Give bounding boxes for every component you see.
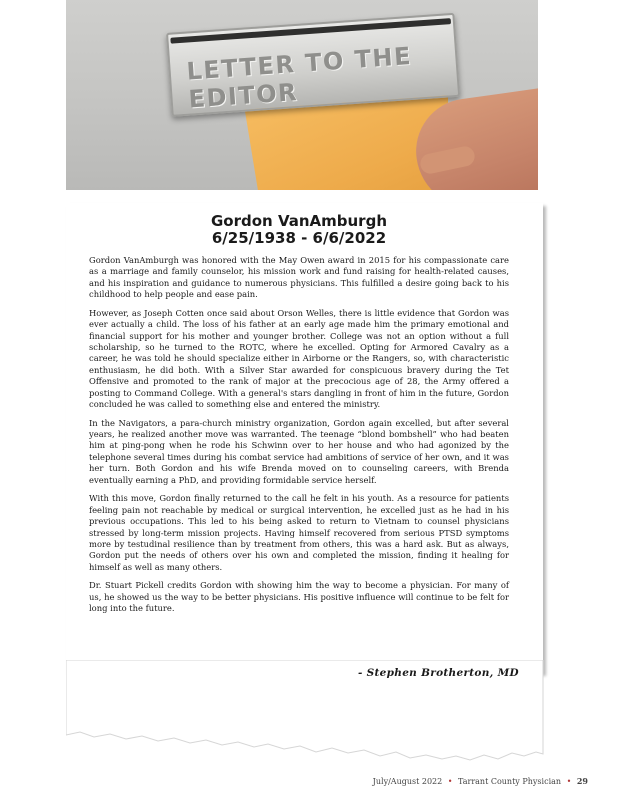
article-title: Gordon VanAmburgh xyxy=(210,212,387,230)
mail-slot-opening xyxy=(170,18,451,44)
footer-issue: July/August 2022 xyxy=(372,777,443,786)
article-paragraph: However, as Joseph Cotten once said about Orson Welles, there is little evidence that Gordon was ever actually a child. The loss of his father at an early age made him the primary emotional and financial support for his mother and younger brother. College was not an option without a full scholarship, so he turned to the ROTC, where he excelled. Opting for Armored Cavalry as a career, he was told he should specialize either in Airborne or the Rangers, so, with characteristic enthusiasm, he did both. With a Silver Star awarded for conspicuous bravery during the Tet Offensive and promoted to the rank of major at the precocious age of 28, the Army offered a posting to Command College. With a general's stars dangling in front of him in the future, Gordon concluded he was called to something else and entered the ministry. xyxy=(89,307,509,410)
page-number: 29 xyxy=(576,776,588,786)
footer-publication: Tarrant County Physician xyxy=(458,777,562,786)
footer-separator: • xyxy=(566,777,572,786)
footer-separator: • xyxy=(447,777,453,786)
article-paragraph: With this move, Gordon finally returned to the call he felt in his youth. As a resource for patients feeling pain not reachable by medical or surgical intervention, he excelled just as he had in his previous occupations. This led to his being asked to return to Vietnam to counsel physicians stressed by long-term mission projects. Having himself recovered from serious PTSD symptoms more by testudinal resilience than by treatment from others, this was a hard ask. But as always, Gordon put the needs of others over his own and completed the mission, finding it healing for himself as well as many others. xyxy=(89,493,509,572)
slot-label: LETTER TO THE EDITOR xyxy=(185,41,413,114)
article-paragraph: Dr. Stuart Pickell credits Gordon with showing him the way to become a physician. For many of us, he showed us the way to be better physicians. His positive influence will continue to be felt for long into the future. xyxy=(89,580,509,614)
article-paragraph: Gordon VanAmburgh was honored with the May Owen award in 2015 for his compassionate care as a marriage and family counselor, his mission work and fund raising for health-related causes, and his inspiration and guidance to numerous physicians. This fulfilled a desire going back to his childhood to help people and ease pain. xyxy=(89,255,509,300)
letter-slot-photo xyxy=(66,0,538,190)
article-paragraph: In the Navigators, a para-church ministry organization, Gordon again excelled, but after several years, he realized another move was warranted. The teenage “blond bombshell” who had beaten him at ping-pong when he rode his Schwinn over to her house and who had agonized by the telephone several times during his combat service had ambitions of service of her own, and it was her turn. Both Gordon and his wife Brenda moved on to counseling careers, with Brenda eventually earning a PhD, and providing formidable service herself. xyxy=(89,417,509,485)
obituary-article xyxy=(89,213,509,622)
author-signature: - Stephen Brotherton, MD xyxy=(358,667,519,679)
article-dates: 6/25/1938 - 6/6/2022 xyxy=(211,229,387,247)
page-footer xyxy=(373,776,588,786)
